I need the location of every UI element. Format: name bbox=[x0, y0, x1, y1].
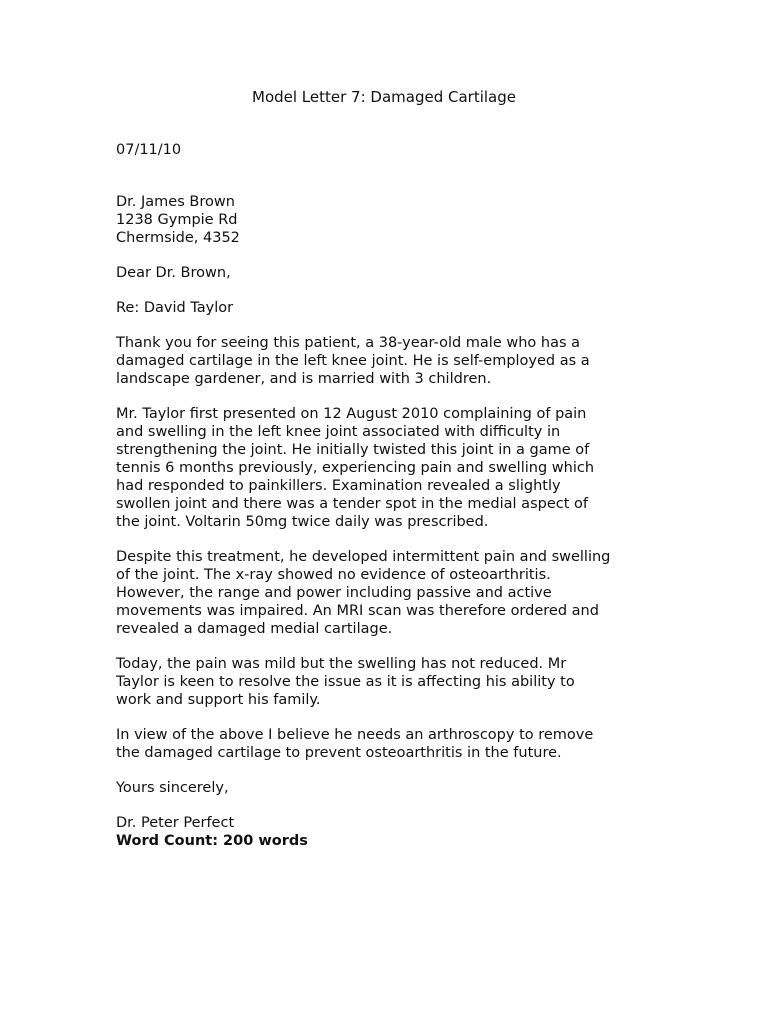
page-title: Model Letter 7: Damaged Cartilage bbox=[252, 88, 516, 106]
paragraph-line: Today, the pain was mild but the swelling has not reduced. Mr bbox=[116, 656, 567, 672]
letter-date: 07/11/10 bbox=[116, 142, 182, 158]
subject-line: Re: David Taylor bbox=[116, 300, 234, 316]
paragraph-1 bbox=[116, 334, 676, 388]
recipient-address bbox=[116, 193, 676, 247]
paragraph-line: had responded to painkillers. Examination revealed a slightly bbox=[116, 478, 561, 494]
recipient-name: Dr. James Brown bbox=[116, 194, 235, 210]
paragraph-5 bbox=[116, 726, 676, 762]
paragraph-line: However, the range and power including passive and active bbox=[116, 585, 552, 601]
paragraph-line: Mr. Taylor first presented on 12 August 2010 complaining of pain bbox=[116, 406, 587, 422]
paragraph-line: landscape gardener, and is married with 3 children. bbox=[116, 371, 492, 387]
paragraph-line: Taylor is keen to resolve the issue as it is affecting his ability to bbox=[116, 674, 575, 690]
paragraph-line: strengthening the joint. He initially twisted this joint in a game of bbox=[116, 442, 590, 458]
closing: Yours sincerely, bbox=[116, 780, 229, 796]
letter-body bbox=[116, 141, 676, 850]
salutation: Dear Dr. Brown, bbox=[116, 265, 231, 281]
paragraph-line: of the joint. The x-ray showed no evidence of osteoarthritis. bbox=[116, 567, 551, 583]
paragraph-line: and swelling in the left knee joint associated with difficulty in bbox=[116, 424, 561, 440]
paragraph-line: Despite this treatment, he developed intermittent pain and swelling bbox=[116, 549, 611, 565]
paragraph-line: damaged cartilage in the left knee joint. He is self-employed as a bbox=[116, 353, 590, 369]
paragraph-2 bbox=[116, 405, 676, 531]
signature-block bbox=[116, 814, 676, 850]
recipient-street: 1238 Gympie Rd bbox=[116, 212, 238, 228]
paragraph-line: swollen joint and there was a tender spot in the medial aspect of bbox=[116, 496, 588, 512]
paragraph-line: Thank you for seeing this patient, a 38-year-old male who has a bbox=[116, 335, 581, 351]
paragraph-line: the damaged cartilage to prevent osteoarthritis in the future. bbox=[116, 745, 562, 761]
paragraph-line: revealed a damaged medial cartilage. bbox=[116, 621, 393, 637]
paragraph-4 bbox=[116, 655, 676, 709]
word-count: Word Count: 200 words bbox=[116, 833, 308, 849]
signature-name: Dr. Peter Perfect bbox=[116, 815, 235, 831]
paragraph-line: the joint. Voltarin 50mg twice daily was prescribed. bbox=[116, 514, 489, 530]
paragraph-line: work and support his family. bbox=[116, 692, 321, 708]
paragraph-line: movements was impaired. An MRI scan was therefore ordered and bbox=[116, 603, 599, 619]
paragraph-3 bbox=[116, 548, 676, 638]
paragraph-line: In view of the above I believe he needs an arthroscopy to remove bbox=[116, 727, 594, 743]
paragraph-line: tennis 6 months previously, experiencing pain and swelling which bbox=[116, 460, 595, 476]
recipient-city: Chermside, 4352 bbox=[116, 230, 240, 246]
